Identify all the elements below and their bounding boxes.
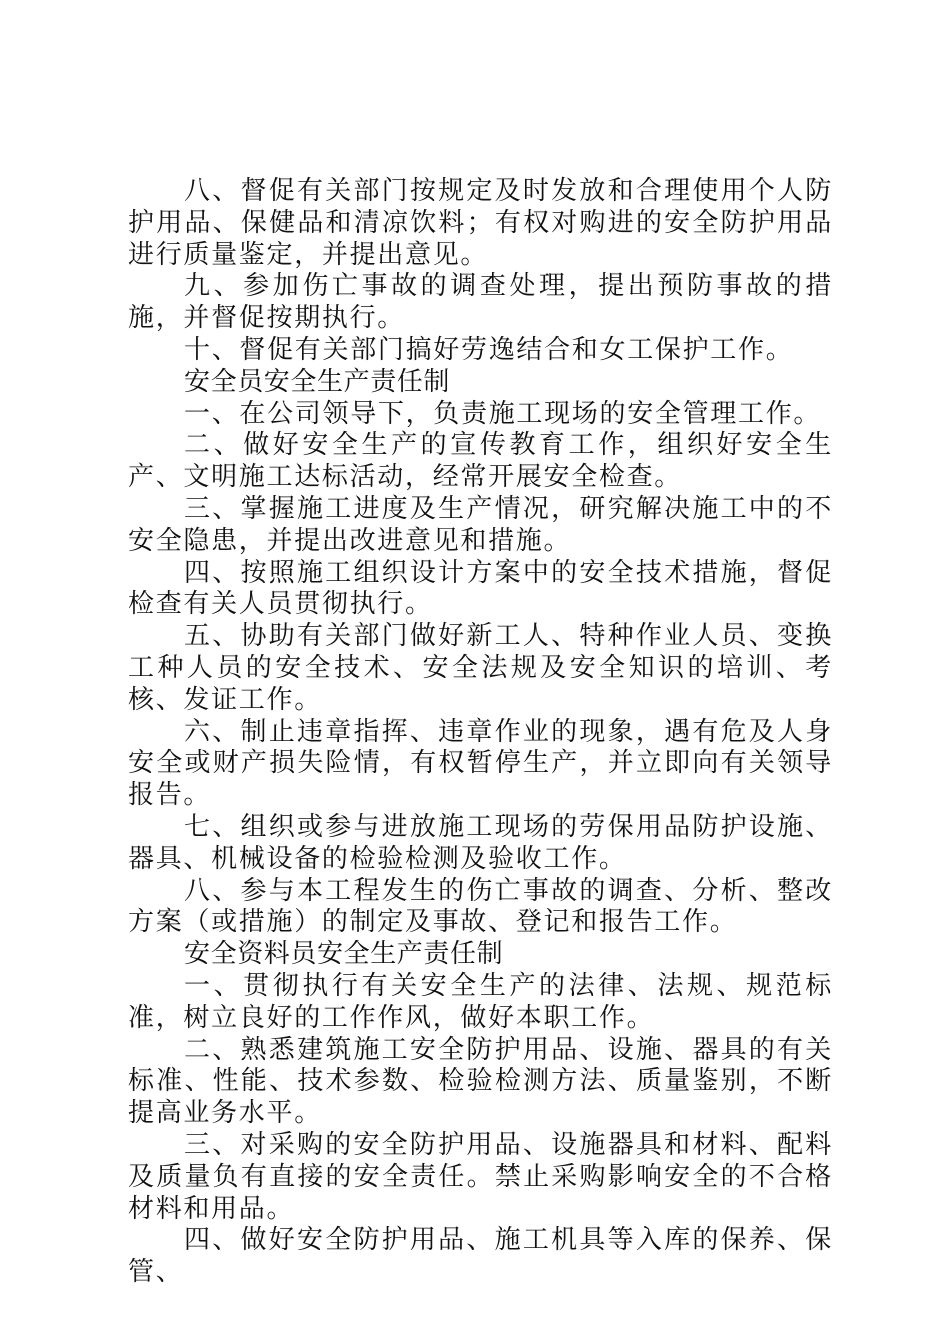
paragraph: 四、按照施工组织设计方案中的安全技术措施，督促检查有关人员贯彻执行。	[128, 557, 833, 620]
paragraph: 五、协助有关部门做好新工人、特种作业人员、变换工种人员的安全技术、安全法规及安全知识的培训、考核、发证工作。	[128, 621, 833, 715]
paragraph: 四、做好安全防护用品、施工机具等入库的保养、保管、	[128, 1225, 833, 1288]
paragraph: 六、制止违章指挥、违章作业的现象，遇有危及人身安全或财产损失险情，有权暂停生产，并立即向有关领导报告。	[128, 716, 833, 811]
paragraph: 八、参与本工程发生的伤亡事故的调查、分析、整改方案（或措施）的制定及事故、登记和报告工作。	[128, 875, 833, 938]
section-heading: 安全员安全生产责任制	[184, 366, 451, 397]
paragraph: 三、掌握施工进度及生产情况，研究解决施工中的不安全隐患，并提出改进意见和措施。	[128, 493, 833, 556]
paragraph: 九、参加伤亡事故的调查处理，提出预防事故的措施，并督促按期执行。	[128, 271, 833, 334]
paragraph: 八、督促有关部门按规定及时发放和合理使用个人防护用品、保健品和清凉饮料；有权对购进的安全防护用品进行质量鉴定，并提出意见。	[128, 176, 833, 270]
document-page	[128, 176, 833, 1289]
paragraph: 二、熟悉建筑施工安全防护用品、设施、器具的有关标准、性能、技术参数、检验检测方法、质量鉴别，不断提高业务水平。	[128, 1034, 833, 1129]
paragraph: 一、在公司领导下，负责施工现场的安全管理工作。	[184, 398, 822, 429]
paragraph: 十、督促有关部门搞好劳逸结合和女工保护工作。	[184, 334, 794, 365]
paragraph: 二、做好安全生产的宣传教育工作，组织好安全生产、文明施工达标活动，经常开展安全检查。	[128, 430, 833, 493]
paragraph: 七、组织或参与进放施工现场的劳保用品防护设施、器具、机械设备的检验检测及验收工作。	[128, 811, 833, 874]
paragraph: 三、对采购的安全防护用品、设施器具和材料、配料及质量负有直接的安全责任。禁止采购影响安全的不合格材料和用品。	[128, 1129, 833, 1224]
paragraph: 一、贯彻执行有关安全生产的法律、法规、规范标准，树立良好的工作作风，做好本职工作。	[128, 970, 833, 1033]
section-heading: 安全资料员安全生产责任制	[184, 939, 504, 970]
